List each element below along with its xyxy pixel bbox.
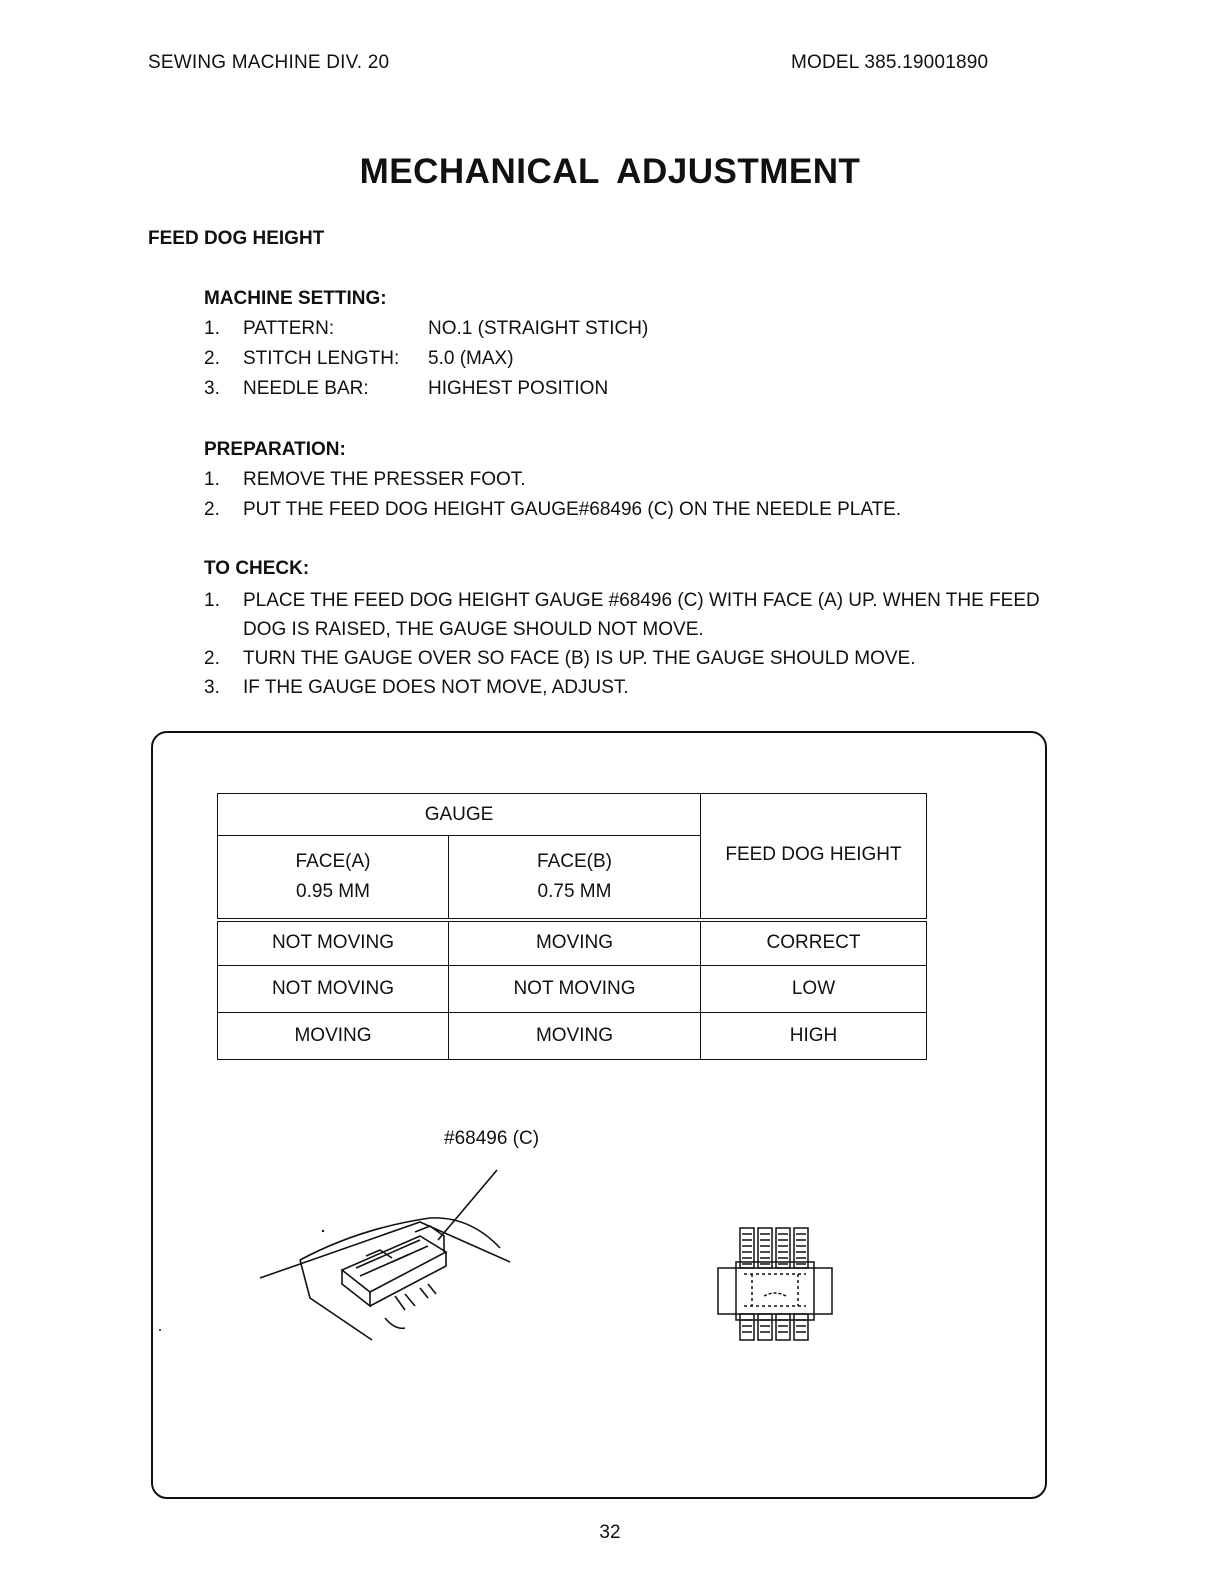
page-number: 32 [599,1522,621,1543]
face-a-cell: NOT MOVING [218,920,449,966]
leader-line [438,1170,497,1240]
setting-label: STITCH LENGTH: [243,348,400,369]
item-number: 2. [204,648,220,669]
item-number: 1. [204,318,220,339]
face-b-name: FACE(B) [537,850,612,872]
section-title: FEED DOG HEIGHT [148,228,325,249]
dot-mark [322,1230,324,1232]
item-text: IF THE GAUGE DOES NOT MOVE, ADJUST. [243,677,629,698]
plate-edge [385,1318,405,1328]
setting-value: NO.1 (STRAIGHT STICH) [428,318,649,339]
face-a-cell: NOT MOVING [218,966,449,1013]
gauge-center [736,1262,814,1320]
item-text: PLACE THE FEED DOG HEIGHT GAUGE #68496 (C) WITH FACE (A) UP. WHEN THE FEED [243,590,1040,611]
plate-edge [260,1222,510,1278]
item-number: 1. [204,469,220,490]
setting-value: 5.0 (MAX) [428,348,514,369]
item-number: 3. [204,378,220,399]
face-a-name: FACE(A) [295,850,371,872]
result-cell: HIGH [701,1013,927,1060]
page-title: MECHANICAL ADJUSTMENT [359,152,861,191]
item-text: PUT THE FEED DOG HEIGHT GAUGE#68496 (C) ON THE NEEDLE PLATE. [243,499,902,520]
gauge-body [342,1226,446,1310]
item-number: 2. [204,348,220,369]
gauge-top-view [718,1228,832,1340]
header-model: MODEL 385.19001890 [791,52,989,73]
face-b-cell: MOVING [449,1013,701,1060]
face-b-cell: NOT MOVING [449,966,701,1013]
machine-setting-heading: MACHINE SETTING: [204,288,387,309]
face-a-value: 0.95 MM [296,880,370,902]
item-number: 3. [204,677,220,698]
gauge-outline [718,1268,832,1314]
face-a-cell: MOVING [218,1013,449,1060]
to-check-heading: TO CHECK: [204,558,310,579]
setting-value: HIGHEST POSITION [428,378,609,399]
item-number: 1. [204,590,220,611]
face-b-cell: MOVING [449,920,701,966]
dot-mark [159,1329,161,1331]
gauge-part-label: #68496 (C) [444,1128,540,1149]
setting-label: NEEDLE BAR: [243,378,369,399]
setting-label: PATTERN: [243,318,335,339]
result-cell: CORRECT [701,920,927,966]
face-b-value: 0.75 MM [537,880,612,902]
header-division: SEWING MACHINE DIV. 20 [148,52,390,73]
gauge-header: GAUGE [218,794,701,836]
item-text: TURN THE GAUGE OVER SO FACE (B) IS UP. THE GAUGE SHOULD MOVE. [243,648,916,669]
item-text: REMOVE THE PRESSER FOOT. [243,469,526,490]
preparation-heading: PREPARATION: [204,439,346,460]
item-text: DOG IS RAISED, THE GAUGE SHOULD NOT MOVE. [243,619,704,640]
feed-dog-teeth-bottom [740,1314,808,1340]
item-number: 2. [204,499,220,520]
feed-dog-height-header: FEED DOG HEIGHT [701,794,927,920]
gauge-hidden-lines [744,1274,806,1306]
result-cell: LOW [701,966,927,1013]
